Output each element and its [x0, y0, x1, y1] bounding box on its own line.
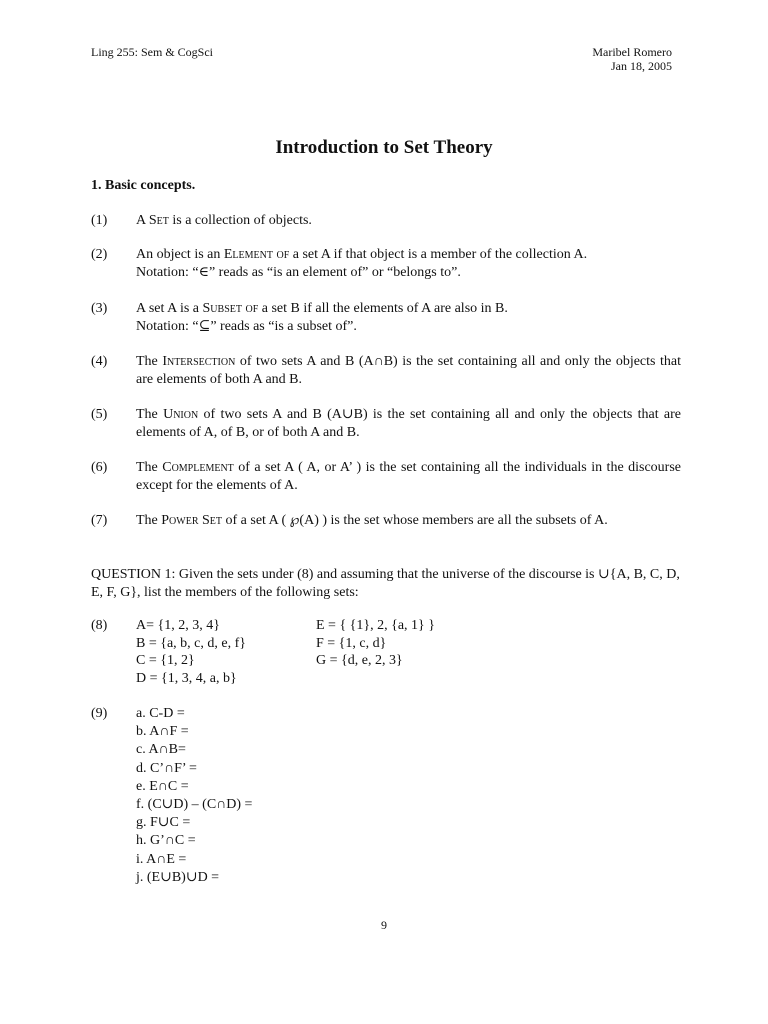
set-definition: B = {a, b, c, d, e, f} [136, 635, 246, 651]
sets-column-right [316, 617, 435, 670]
definition-text: An object is an Element of a set A if that object is a member of the collection A. [136, 247, 588, 262]
definition-text: The Intersection of two sets A and B (A∩B) is the set containing all and only the objects that are elements of both A and B. [136, 354, 682, 387]
exercise-item: e. E∩C = [136, 778, 189, 794]
defined-term: Subset of [202, 301, 259, 316]
defined-term: Set [148, 213, 169, 228]
definition-number: (3) [91, 301, 108, 316]
definition-1 [91, 212, 681, 230]
course-header: Ling 255: Sem & CogSci [91, 45, 214, 59]
exercise-item: g. F∪C = [136, 815, 191, 831]
definition-text: The Power Set of a set A ( ℘(A) ) is the set whose members are all the subsets of A. [136, 513, 608, 528]
exercise-item: j. (E∪B)∪D = [136, 869, 220, 885]
exercise-item: i. A∩E = [136, 851, 187, 867]
set-definition: C = {1, 2} [136, 653, 195, 668]
example-number: (8) [91, 618, 108, 633]
exercise-item: c. A∩B= [136, 742, 186, 758]
defined-term: Power Set [161, 513, 222, 528]
document-date: Jan 18, 2005 [611, 59, 672, 73]
definition-number: (2) [91, 247, 108, 262]
definition-number: (4) [91, 354, 108, 369]
definition-5 [91, 406, 681, 441]
definition-6 [91, 459, 681, 494]
author-date-header [592, 45, 672, 73]
page-number: 9 [381, 918, 387, 932]
definition-number: (7) [91, 513, 108, 528]
section-heading: 1. Basic concepts. [91, 178, 196, 193]
exercise-item: a. C-D = [136, 706, 185, 721]
defined-term: Element of [223, 247, 290, 262]
defined-term: Intersection [162, 354, 236, 369]
definition-text: A set A is a Subset of a set B if all the elements of A are also in B. [136, 301, 508, 316]
set-definition: D = {1, 3, 4, a, b} [136, 670, 237, 686]
exercise-item: b. A∩F = [136, 724, 189, 740]
set-definition: F = {1, c, d} [316, 635, 387, 651]
question-1: QUESTION 1: Given the sets under (8) and assuming that the universe of the discourse is ∪{A, B, C, D, E, F, G}, list the members of the following sets: [91, 567, 680, 600]
page-title: Introduction to Set Theory [275, 137, 493, 158]
definition-text: A Set is a collection of objects. [136, 213, 312, 228]
definition-2 [91, 246, 681, 281]
definition-3 [91, 300, 681, 335]
notation-line: Notation: “∈” reads as “is an element of” or “belongs to”. [136, 264, 461, 280]
exercise-list [91, 705, 391, 887]
definition-4 [91, 353, 681, 388]
exercise-item: d. C’∩F’ = [136, 760, 197, 776]
definition-7 [91, 512, 681, 530]
set-definition: A= {1, 2, 3, 4} [136, 618, 220, 633]
author-name: Maribel Romero [592, 45, 672, 59]
sets-column-left [136, 617, 246, 687]
definition-number: (5) [91, 407, 108, 422]
exercise-item: h. G’∩C = [136, 833, 196, 849]
defined-term: Complement [162, 460, 234, 475]
definition-number: (6) [91, 460, 108, 475]
definition-number: (1) [91, 213, 108, 228]
notation-line: Notation: “⊆” reads as “is a subset of”. [136, 318, 357, 334]
defined-term: Union [163, 407, 199, 422]
example-number: (9) [91, 706, 108, 721]
set-definition: G = {d, e, 2, 3} [316, 653, 403, 668]
set-definition: E = { {1}, 2, {a, 1} } [316, 618, 435, 633]
definition-text: The Complement of a set A ( A, or A’ ) is the set containing all the individuals in the discourse except for the elements of A. [136, 460, 681, 493]
definition-text: The Union of two sets A and B (A∪B) is the set containing all and only the objects that are elements of A, of B, or of both A and B. [136, 407, 682, 440]
exercise-item: f. (C∪D) – (C∩D) = [136, 797, 253, 813]
